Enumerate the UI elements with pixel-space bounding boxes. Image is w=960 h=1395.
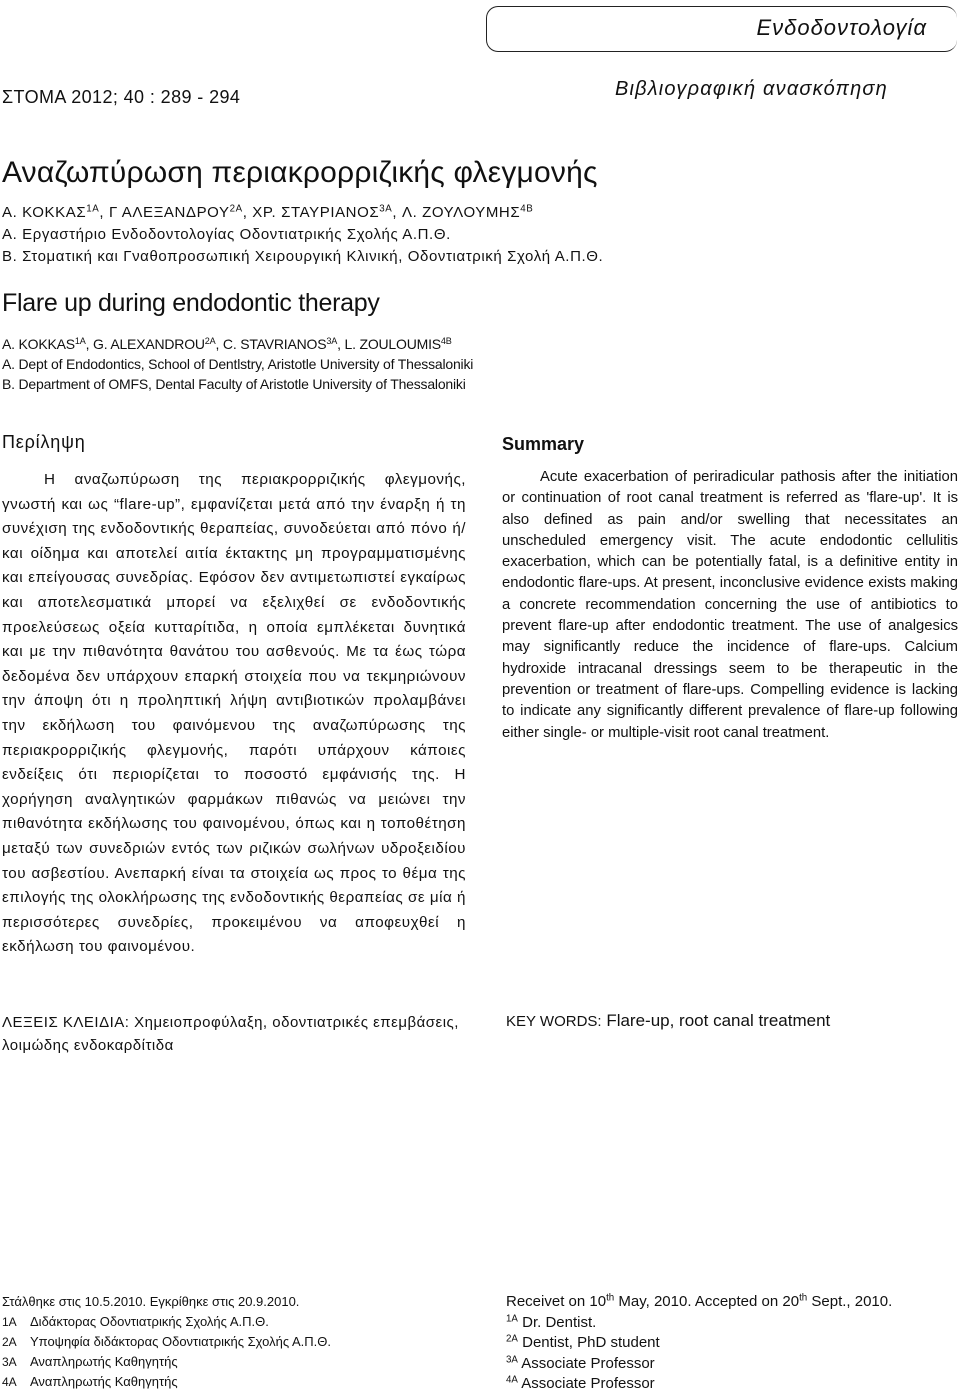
footnotes-english	[506, 1292, 892, 1395]
received-prefix: Receivet on 10	[506, 1293, 607, 1310]
received-date-greek: Στάλθηκε στις 10.5.2010. Εγκρίθηκε στις 20.9.2010.	[2, 1294, 300, 1309]
footnote-text: Associate Professor	[521, 1375, 655, 1392]
author-name: Γ ΑΛΕΞΑΝΔΡΟΥ	[108, 204, 230, 221]
footnote-key: 3A	[506, 1354, 518, 1366]
affiliation-greek-b: Β. Στοματική και Γναθοπροσωπική Χειρουργική Κλινική, Οδοντιατρική Σχολή Α.Π.Θ.	[2, 248, 604, 265]
footnote-row	[2, 1372, 331, 1392]
affiliation-english-b: B. Department of OMFS, Dental Faculty of Aristotle University of Thessaloniki	[2, 376, 466, 392]
received-sup: th	[799, 1292, 808, 1304]
footnotes-greek	[2, 1292, 331, 1392]
author-name: L. ZOULOUMIS	[344, 336, 441, 352]
author-name: C. STAVRIANOS	[222, 336, 327, 352]
affiliation-greek-a: Α. Εργαστήριο Ενδοδοντολογίας Οδοντιατρικής Σχολής Α.Π.Θ.	[2, 226, 451, 243]
footnote-row	[506, 1354, 892, 1375]
authors-greek-block	[2, 202, 603, 268]
footnote-row	[2, 1312, 331, 1332]
footnote-text: Διδάκτορας Οδοντιατρικής Σχολής Α.Π.Θ.	[30, 1314, 269, 1329]
received-middle: May, 2010. Accepted on 20	[614, 1293, 800, 1310]
footnote-key: 1A	[506, 1313, 518, 1325]
author-name: Α. ΚΟΚΚΑΣ	[2, 204, 87, 221]
section-title: Ενδοδοντολογία	[756, 15, 927, 40]
footnote-key: 4A	[506, 1374, 518, 1386]
footnote-row	[506, 1374, 892, 1395]
footnote-row	[2, 1352, 331, 1372]
page-title-english: Flare up during endodontic therapy	[2, 289, 380, 317]
authors-english: A. $KOKKAS^{1A}$, G. $ALEXANDROU^{2A}$, C. $STAVRIANOS^{3A}$, L. $ZOULOUMIS^{4B}$	[2, 336, 452, 352]
author-sup: 3A	[326, 336, 338, 346]
keywords-greek	[2, 1011, 466, 1057]
journal-citation: ΣΤΟΜΑ 2012; 40 : 289 - 294	[2, 87, 241, 107]
author-name: ΧΡ. ΣΤΑΥΡΙΑΝΟΣ	[252, 204, 380, 221]
keywords-text: Χημειοπροφύλαξη, οδοντιατρικές επεμβάσεις, λοιμώδης ενδοκαρδίτιδα	[2, 1014, 459, 1054]
author-sup: 1A	[86, 203, 100, 215]
article-type: Βιβλιογραφική ανασκόπηση	[614, 78, 888, 100]
received-date-english	[506, 1292, 892, 1313]
affiliation-english-a: A. Dept of Endodontics, School of Dentlstry, Aristotle University of Thessaloniki	[2, 356, 474, 372]
keywords-label: ΛΕΞΕΙΣ ΚΛΕΙΔΙΑ:	[2, 1014, 130, 1031]
footnote-text: Αναπληρωτής Καθηγητής	[30, 1374, 178, 1389]
footnote-text: Υποψηφία διδάκτορας Οδοντιατρικής Σχολής Α.Π.Θ.	[30, 1334, 332, 1349]
keywords-english	[506, 1011, 830, 1031]
footnote-text: Αναπληρωτής Καθηγητής	[30, 1354, 178, 1369]
section-banner	[486, 6, 957, 52]
author-name: Λ. ΖΟΥΛΟΥΜΗΣ	[401, 204, 521, 221]
abstract-english: Acute exacerbation of periradicular pathosis after the initiation or continuation of root canal treatment is referred as 'flare-up'. It is also defined as pain and/or swelling that necessitates an unscheduled emergency visit. The acute endodontic cellulitis exacerbation, which can be potentially fatal, is a definitive entity in endodontic flare-ups. At present, inconclusive evidence exists making a concrete recommendation concerning the use of antibiotics to prevent flare-up after endodontic treatment. The use of analgesics may significantly reduce the incidence of flare-ups. Calcium hydroxide intracanal dressings seem to be therapeutic in the prevention or treatment of flare-ups. Compelling evidence is lacking to indicate any significantly different prevalence of flare-up following either single- or multiple-visit root canal treatment.	[502, 469, 958, 741]
author-sup: 3A	[379, 203, 393, 215]
footnote-row	[506, 1333, 892, 1354]
footnote-text: Associate Professor	[521, 1354, 655, 1372]
author-sup: 1A	[74, 336, 86, 346]
authors-english-block	[2, 334, 473, 394]
footnote-key: 2A	[506, 1333, 518, 1345]
abstract-heading-english: Summary	[502, 434, 585, 454]
footnote-row	[2, 1332, 331, 1352]
authors-greek: Α. $KOKKA\Sigma^{1A}$, Γ $A\Lambda E\Xi AN\Delta PO\Upsilon^{2A}$, ΧΡ. $\Sigma TA\Upsilon PIANO\Sigma^{3A}$, Λ. $ZO\Upsilon\Lambda O\Upsilon MH\Sigma^{4B}$	[2, 203, 534, 221]
footnote-key: 3A	[2, 1355, 17, 1369]
footnote-text: Dentist, PhD student	[522, 1334, 660, 1351]
received-sup: th	[606, 1292, 615, 1304]
footnote-key: 2A	[2, 1335, 17, 1349]
footnote-text: Dr. Dentist.	[522, 1313, 597, 1331]
abstract-greek: Η αναζωπύρωση της περιακρορριζικής φλεγμονής, γνωστή και ως “flare-up”, εμφανίζεται μετά από την έναρξη ή τη συνέχιση της ενδοδοντικής θεραπείας, συνοδεύεται από πόνο ή/και οίδημα και αποτελεί αιτία έκτακτης μη προγραμματισμένης και επείγουσας συνεδρίας. Εφόσον δεν αντιμετωπιστεί εγκαίρως και αποτελεσματικά μπορεί να εξελιχθεί σε ενδοδοντικής προελεύσεως οξεία κυτταρίτιδα, η οποία εμπλέκεται δυνητικά και με την πιθανότητα θανάτου του ασθενούς. Με τα έως τώρα δεδομένα δεν υπάρχουν επαρκή στοιχεία που να τεκμηριώνουν την άποψη ότι η προληπτική λήψη αντιβιοτικών προλαμβάνει την εκδήλωση του φαινόμενου της αναζωπύρωσης της περιακρορριζικής φλεγμονής, παρότι υπάρχουν κάποιες ενδείξεις ότι περιορίζεται το ποσοστό εμφάνισής της. Η χορήγηση αναλγητικών φαρμάκων πιθανώς να μειώνει την πιθανότητα εκδήλωσης του φαινομένου, όπως και η τοποθέτηση μεταξύ των συνεδριών εντός των ριζικών σωλήνων υδροξειδίου του ασβεστίου. Ανεπαρκή είναι τα στοιχεία ως προς το θέμα της επιλογής της ολοκλήρωσης της ενδοδοντικής θεραπείας σε μία ή περισσότερες συνεδρίες, προκειμένου να αποφευχθεί η εκδήλωση του φαινομένου.	[2, 471, 466, 956]
footnote-key: 4A	[2, 1375, 17, 1389]
footnote-key: 1A	[2, 1315, 17, 1329]
keywords-label: KEY WORDS:	[506, 1013, 602, 1030]
author-name: A. KOKKAS	[2, 336, 75, 352]
author-sup: 2A	[204, 336, 216, 346]
keywords-text: Flare-up, root canal treatment	[606, 1011, 831, 1030]
author-sup: 4B	[520, 203, 534, 215]
author-name: G. ALEXANDROU	[93, 336, 205, 352]
abstract-heading-greek: Περίληψη	[2, 432, 86, 452]
footnote-row	[506, 1313, 892, 1334]
author-sup: 4B	[440, 336, 452, 346]
page-title-greek: Αναζωπύρωση περιακρορριζικής φλεγμονής	[2, 156, 598, 189]
author-sup: 2A	[229, 203, 243, 215]
received-suffix: Sept., 2010.	[807, 1293, 893, 1310]
